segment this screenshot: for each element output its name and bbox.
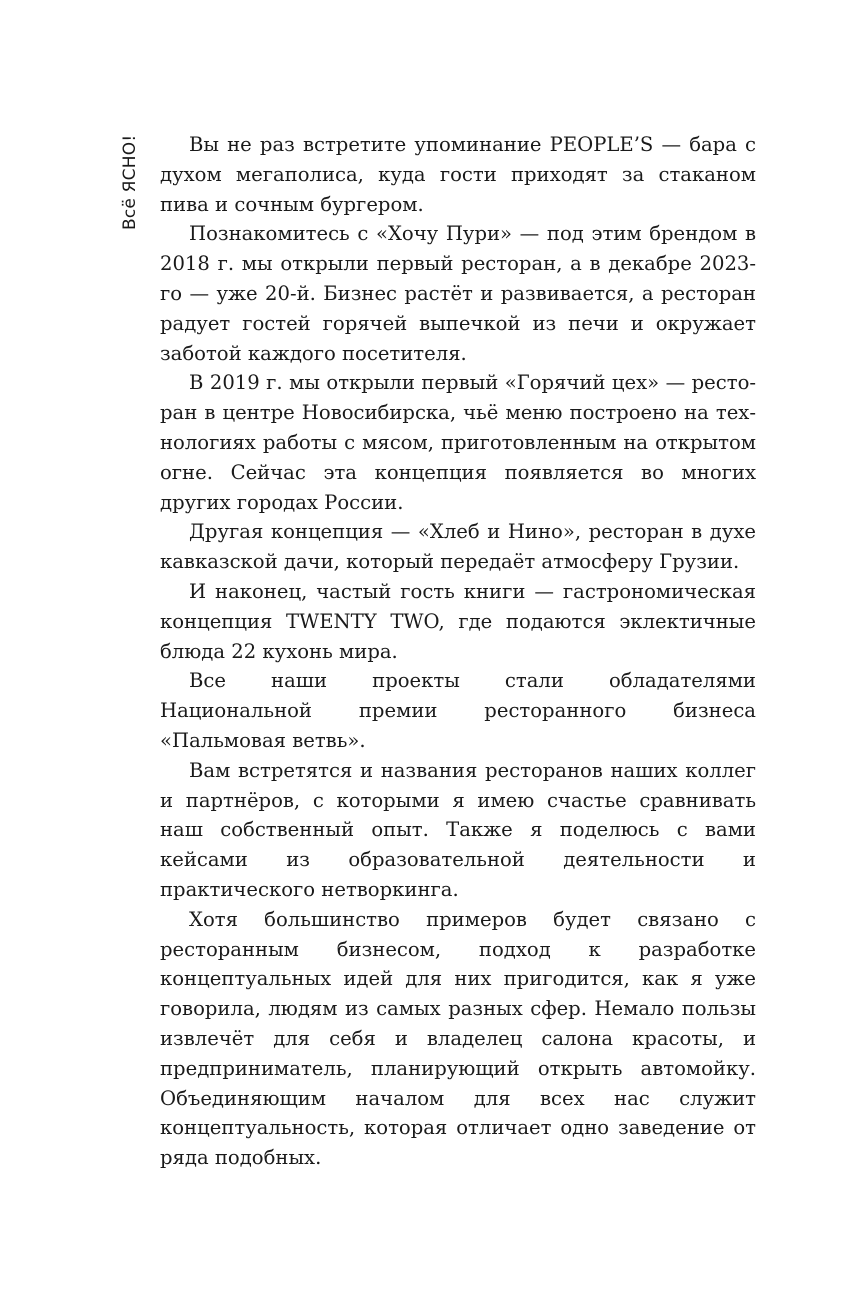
paragraph: Другая концепция — «Хлеб и Нино», ресторан в духе кавказской дачи, который передаёт атмосферу Грузии. bbox=[160, 520, 756, 574]
paragraph: Хотя большинство примеров будет связано с ресторанным бизнесом, подход к разработке концептуальных идей для них пригодится, как я уже говорила, людям из самых разных сфер. Немало пользы извлечёт для себя и владелец салона красоты, и предприниматель, планирующий открыть автомойку. Объединяющим началом для всех нас служит концептуальность, которая отличает одно заведение от ряда подобных. bbox=[160, 907, 756, 1170]
running-head: Всё ЯСНО! bbox=[120, 134, 140, 230]
paragraph: Вам встретятся и названия ресторанов наших коллег и партнёров, с которыми я имею счастье сравнивать наш собственный опыт. Также я поделюсь с вами кейсами из образовательной деятельности и практического нетворкинга. bbox=[160, 758, 756, 901]
body-text bbox=[160, 130, 756, 1173]
paragraph: В 2019 г. мы открыли первый «Горячий цех» — ресторан в центре Новосибирска, чьё меню построено на технологиях работы с мясом, приготовленным на открытом огне. Сейчас эта концепция появляется во многих других городах России. bbox=[160, 371, 756, 514]
paragraph: Вы не раз встретите упоминание PEOPLE’S — бара с духом мегаполиса, куда гости приходят за стаканом пива и сочным бургером. bbox=[160, 133, 756, 216]
paragraph: И наконец, частый гость книги — гастрономическая концепция TWENTY TWO, где подаются эклектичные блюда 22 кухонь мира. bbox=[160, 579, 756, 663]
paragraph: Познакомитесь с «Хочу Пури» — под этим брендом в 2018 г. мы открыли первый ресторан, а в декабре 2023-го — уже 20-й. Бизнес растёт и развивается, а ресторан радует гостей горячей выпечкой из печи и окружает заботой каждого посетителя. bbox=[160, 222, 756, 365]
paragraph: Все наши проекты стали обладателями Национальной премии ресторанного бизнеса «Пальмовая ветвь». bbox=[160, 669, 756, 752]
